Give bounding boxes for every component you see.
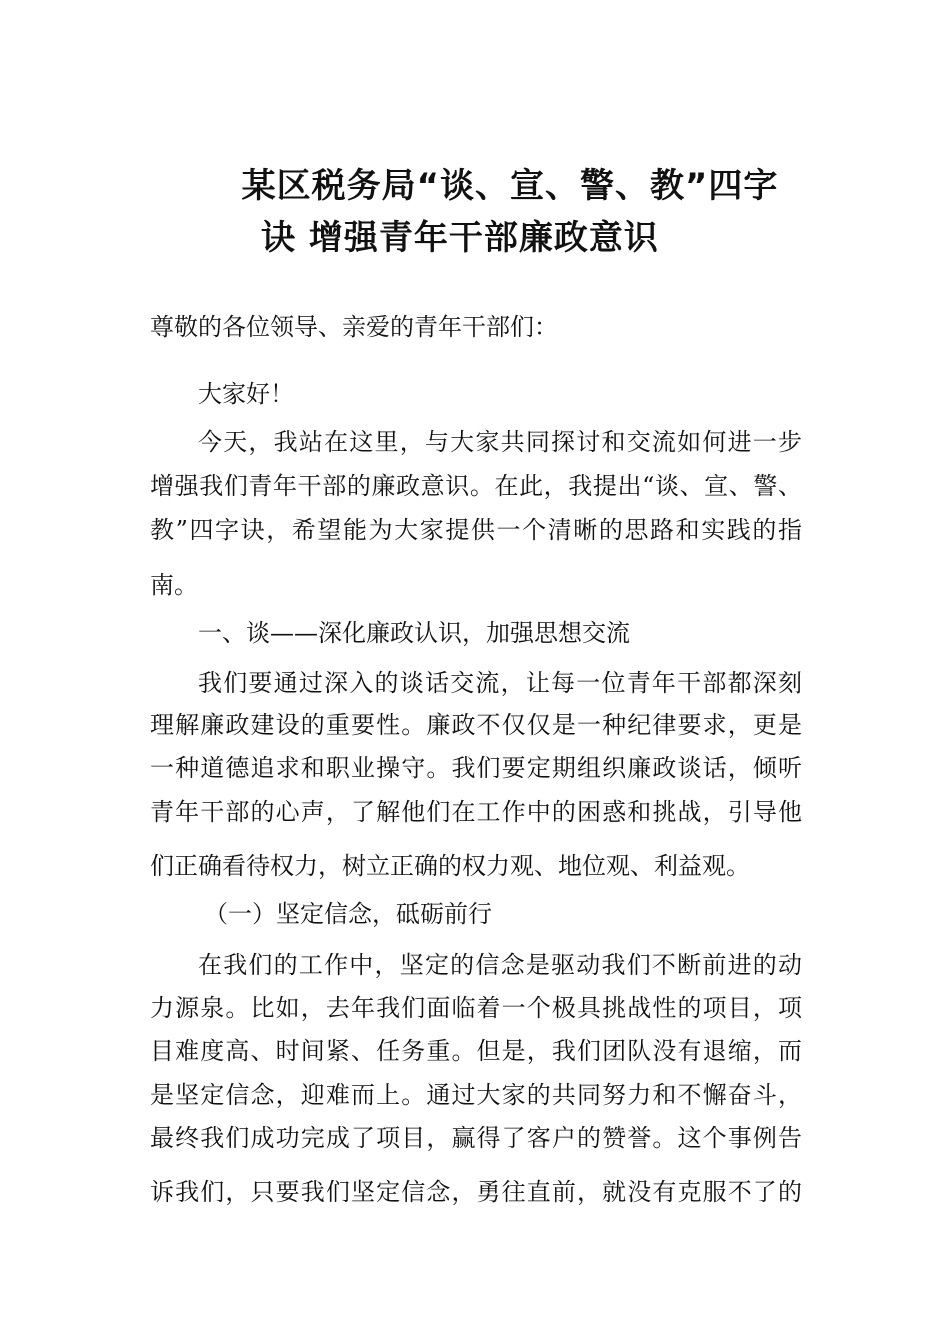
section1-line: 们正确看待权力，树立正确的权力观、地位观、利益观。: [150, 852, 750, 880]
subsection1-line: 最终我们成功完成了项目，赢得了客户的赞誉。这个事例告: [150, 1124, 802, 1152]
section1-line: 我们要通过深入的谈话交流，让每一位青年干部都深刻: [198, 669, 802, 697]
intro-line: 教”四字诀，希望能为大家提供一个清晰的思路和实践的指: [150, 516, 802, 544]
section-heading: 一、谈——深化廉政认识，加强思想交流: [198, 619, 630, 647]
title-line-1: 某区税务局“谈、宣、警、教”四字: [241, 166, 779, 206]
section1-line: 一种道德追求和职业操守。我们要定期组织廉政谈话，倾听: [150, 754, 802, 782]
salutation: 尊敬的各位领导、亲爱的青年干部们：: [150, 313, 558, 341]
subsection1-line: 力源泉。比如，去年我们面临着一个极具挑战性的项目，项: [150, 994, 802, 1022]
intro-line: 今天，我站在这里，与大家共同探讨和交流如何进一步: [198, 428, 802, 456]
title-line-2: 诀 增强青年干部廉政意识: [261, 218, 659, 258]
subsection1-line: 目难度高、时间紧、任务重。但是，我们团队没有退缩，而: [150, 1037, 802, 1065]
subsection-heading: （一）坚定信念，砥砺前行: [204, 900, 492, 928]
intro-line: 增强我们青年干部的廉政意识。在此，我提出“谈、宣、警、: [150, 472, 802, 500]
section1-line: 理解廉政建设的重要性。廉政不仅仅是一种纪律要求，更是: [150, 711, 802, 739]
document-title: [150, 160, 800, 264]
greeting: 大家好！: [198, 380, 294, 408]
subsection1-line: 在我们的工作中，坚定的信念是驱动我们不断前进的动: [198, 951, 802, 979]
section1-line: 青年干部的心声，了解他们在工作中的困惑和挑战，引导他: [150, 798, 802, 826]
subsection1-line: 是坚定信念，迎难而上。通过大家的共同努力和不懈奋斗，: [150, 1081, 802, 1109]
intro-line: 南。: [150, 571, 198, 599]
subsection1-line: 诉我们，只要我们坚定信念，勇往直前，就没有克服不了的: [150, 1178, 802, 1206]
